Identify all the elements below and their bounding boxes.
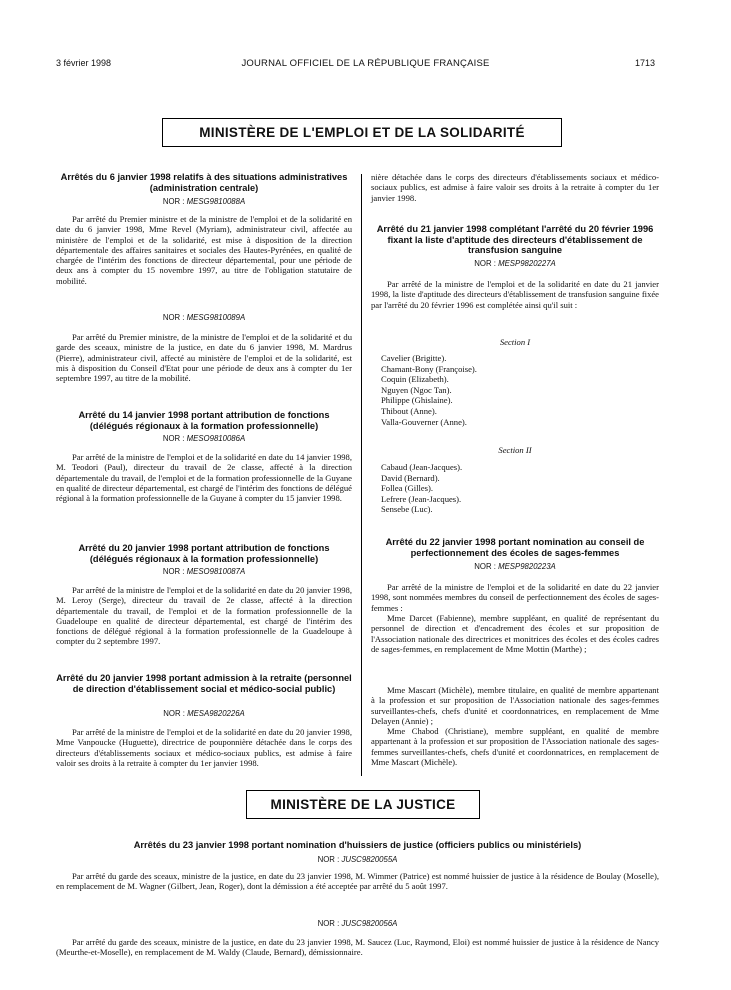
- article-paragraph: Mme Chabod (Christiane), membre suppléant, en qualité de membre appartenant à la profession et sur proposition de l'Association nationale des sages-femmes surveillantes-chefs, chefs d'unité et coordonnatrices, en remplacement de Mme Mascart (Michèle).: [371, 726, 659, 767]
- list-item: Cavelier (Brigitte).: [381, 353, 447, 363]
- list-item: Thibout (Anne).: [381, 405, 437, 416]
- header-page-number: 1713: [634, 58, 655, 68]
- article-paragraph: Par arrêté de la ministre de l'emploi et de la solidarité en date du 20 janvier 1998, Mme Vanpoucke (Huguette), directrice de pouponnière détachée dans le corps des directeurs d'établissements sociaux et médico-sociaux publics, est admise à faire valoir ses droits à la retraite à compter du 1er janvier 1998.: [56, 727, 352, 768]
- article-paragraph: Mme Darcet (Fabienne), membre suppléant, en qualité de représentant du personnel de direction et d'encadrement des écoles et sur proposition de l'Association nationale des directrices et monitrices des écoles et des écoles cadres de sages-femmes, en remplacement de Mme Mottin (Marthe) ;: [371, 613, 659, 654]
- article-paragraph: Par arrêté de la ministre de l'emploi et de la solidarité en date du 20 janvier 1998, M. Leroy (Serge), directeur du travail de 2e classe, affecté à la direction départementale du travail, de l'emploi et de la formation professionnelle de la Guadeloupe en qualité de directeur départemental, est chargé de l'intérim des fonctions de délégué régional à la formation professionnelle de la Guadeloupe à compter du 2 septembre 1997.: [56, 585, 352, 647]
- list-item: Nguyen (Ngoc Tan).: [381, 384, 452, 395]
- article-paragraph: Par arrêté du Premier ministre, de la ministre de l'emploi et de la solidarité et du garde des sceaux, ministre de la justice, en date du 6 janvier 1998, M. Mardrus (Pierre), administrateur civil, affecté au ministère de l'emploi et de la solidarité, est mis à disposition du Conseil d'Etat pour une période de deux ans à compter du 1er septembre 1997, au titre de la mobilité.: [56, 332, 352, 384]
- section-name-list: [381, 462, 651, 515]
- section-heading: Section I: [499, 337, 531, 347]
- article-paragraph: Par arrêté du Premier ministre et de la ministre de l'emploi et de la solidarité en date du 6 janvier 1998, Mme Revel (Myriam), administrateur civil, affectée au ministère de l'emploi et de la solidarité, est mise à disposition de la direction départementale des affaires sanitaires et sociales des Hautes-Pyrénées, en qualité de chargée de l'intérim des fonctions de directeur départemental, pour une période de deux ans à compter du 15 novembre 1997, au titre de l'obligation statutaire de mobilité.: [56, 214, 352, 286]
- ministry-heading-justice: MINISTÈRE DE LA JUSTICE: [246, 790, 480, 819]
- nor-reference: NOR : MESP9820223A: [474, 562, 556, 571]
- nor-reference: NOR : MESP9820227A: [474, 259, 556, 268]
- list-item: Valla-Gouverner (Anne).: [381, 416, 467, 427]
- list-item: David (Bernard).: [381, 472, 440, 483]
- list-item: Coquin (Elizabeth).: [381, 374, 449, 385]
- list-item: Chamant-Bony (Françoise).: [381, 363, 477, 374]
- list-item: Follea (Gilles).: [381, 483, 434, 494]
- article-title: Arrêté du 20 janvier 1998 portant attribution de fonctions (délégués régionaux à la formation professionnelle): [78, 543, 330, 564]
- nor-reference: NOR : MESG9810088A: [162, 197, 246, 206]
- nor-reference: NOR : MESA9820226A: [163, 709, 245, 718]
- nor-reference: NOR : MESO9810086A: [162, 434, 246, 443]
- article-paragraph: Par arrêté du garde des sceaux, ministre de la justice, en date du 23 janvier 1998, M. Saucez (Luc, Raymond, Eloi) est nommé huissier de justice à la résidence de Nancy (Meurthe-et-Moselle), en remplacement de M. Waldy (Claude, Bernard), démissionnaire.: [56, 937, 659, 958]
- article-title: Arrêtés du 23 janvier 1998 portant nomination d'huissiers de justice (officiers publics ou ministériels): [133, 840, 582, 850]
- article-title: Arrêté du 20 janvier 1998 portant admission à la retraite (personnel de direction d'établissement social et médico-social public): [56, 673, 352, 694]
- article-title: Arrêté du 21 janvier 1998 complétant l'arrêté du 20 février 1996 fixant la liste d'aptitude des directeurs d'établissement de transfusion sanguine: [376, 224, 654, 255]
- list-item: Philippe (Ghislaine).: [381, 395, 453, 406]
- nor-reference: NOR : MESO9810087A: [162, 567, 246, 576]
- column-divider: [361, 174, 362, 776]
- article-paragraph: Par arrêté de la ministre de l'emploi et de la solidarité en date du 21 janvier 1998, la liste d'aptitude des directeurs d'établissement de transfusion sanguine fixée par l'arrêté du 20 février 1996 est complétée ainsi qu'il suit :: [371, 279, 659, 310]
- article-paragraph: Mme Mascart (Michèle), membre titulaire, en qualité de membre appartenant à la profession et sur proposition de l'Association nationale des sages-femmes surveillantes-chefs, chefs d'unité et coordonnatrices, en remplacement de Mme Delayen (Annie) ;: [371, 685, 659, 726]
- header-journal-title: JOURNAL OFFICIEL DE LA RÉPUBLIQUE FRANÇAISE: [241, 58, 490, 69]
- nor-reference: NOR : JUSC9820056A: [317, 919, 398, 928]
- nor-reference: NOR : MESG9810089A: [162, 313, 246, 322]
- ministry-heading-emploi: MINISTÈRE DE L'EMPLOI ET DE LA SOLIDARITÉ: [162, 118, 562, 147]
- article-paragraph: Par arrêté de la ministre de l'emploi et de la solidarité en date du 14 janvier 1998, M. Teodori (Paul), directeur du travail de 2e classe, affecté à la direction départementale du travail, de l'emploi et de la formation professionnelle de la Guyane en qualité de directeur départemental, est chargé de l'intérim des fonctions de délégué régional à la formation professionnelle de la Guyane à compter du 15 janvier 1998.: [56, 452, 352, 504]
- article-paragraph: Par arrêté de la ministre de l'emploi et de la solidarité en date du 22 janvier 1998, sont nommées membres du conseil de perfectionnement des écoles de sages-femmes :: [371, 582, 659, 613]
- article-paragraph: Par arrêté du garde des sceaux, ministre de la justice, en date du 23 janvier 1998, M. Wimmer (Patrice) est nommé huissier de justice à la résidence de Boulay (Moselle), en remplacement de M. Wagner (Gilbert, Jean, Roger), dont la démission a été acceptée par arrêté du 5 août 1997.: [56, 871, 659, 892]
- list-item: Sensebe (Luc).: [381, 504, 433, 515]
- article-title: Arrêté du 14 janvier 1998 portant attribution de fonctions (délégués régionaux à la formation professionnelle): [78, 410, 330, 431]
- header-date: 3 février 1998: [56, 58, 112, 68]
- article-title: Arrêté du 22 janvier 1998 portant nomination au conseil de perfectionnement des écoles de sages-femmes: [385, 537, 645, 558]
- list-item: Lefrere (Jean-Jacques).: [381, 493, 462, 504]
- article-title: Arrêtés du 6 janvier 1998 relatifs à des situations administratives (administration centrale): [60, 172, 348, 193]
- article-paragraph-continued: nière détachée dans le corps des directeurs d'établissements sociaux et médico-sociaux publics, est admise à faire valoir ses droits à la retraite à compter du 1er janvier 1998.: [371, 172, 659, 203]
- nor-reference: NOR : JUSC9820055A: [317, 855, 398, 864]
- list-item: Cabaud (Jean-Jacques).: [381, 462, 463, 472]
- section-name-list: [381, 353, 651, 427]
- section-heading: Section II: [498, 445, 532, 455]
